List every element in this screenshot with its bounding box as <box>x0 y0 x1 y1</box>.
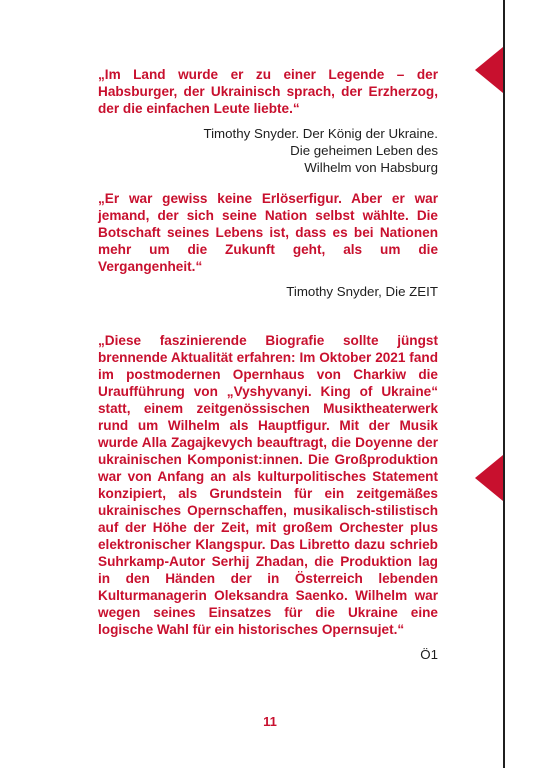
quote-block-1 <box>98 66 438 176</box>
quote-attribution: Ö1 <box>420 647 438 662</box>
quote-text: „Im Land wurde er zu einer Legende – der Habsburger, der Ukrainisch sprach, der Erzherzog, der die einfachen Leute liebte.“ <box>98 67 438 116</box>
quote-block-2 <box>98 190 438 300</box>
quote-text: „Diese faszinierende Biografie sollte jüngst brennende Aktualität erfahren: Im Oktober 2021 fand im postmodernen Opernhaus von Charkiw die Uraufführung von „Vyshyvanyi. King of Ukraine“ statt, einem zeitgenössischen Musiktheaterwerk rund um Wilhelm als Hauptfigur. Mit der Musik wurde Alla Zagajkevych beauftragt, die Doyenne der ukrainischen Komponist:innen. Die Großproduktion war von Anfang an als kulturpolitisches Statement konzipiert, als Grundstein für ein zeitgemäßes ukrainisches Opernschaffen, musikalisch-stilistisch auf der Höhe der Zeit, mit großem Orchester plus elektronischer Klangspur. Das Libretto dazu schrieb Suhrkamp-Autor Serhij Zhadan, die Produktion lag in den Händen der in Österreich lebenden Kulturmanagerin Oleksandra Saenko. Wilhelm war wegen seines Einsatzes für die Ukraine eine logische Wahl für ein historisches Opernsujet.“ <box>98 333 438 637</box>
quotes-column <box>98 66 438 663</box>
page-edge-line <box>503 0 505 768</box>
page-number: 11 <box>263 714 277 729</box>
quote-attribution: Timothy Snyder, Die ZEIT <box>286 284 438 299</box>
quote-block-3 <box>98 332 438 663</box>
red-triangle-marker-top <box>475 47 503 93</box>
quote-attribution: Timothy Snyder. Der König der Ukraine. Die geheimen Leben des Wilhelm von Habsburg <box>203 126 438 175</box>
red-triangle-marker-bottom <box>475 455 503 501</box>
quote-text: „Er war gewiss keine Erlöserfigur. Aber er war jemand, der sich seine Nation selbst wählte. Die Botschaft seines Lebens ist, dass es bei Nationen mehr um die Zukunft geht, als um die Vergangenheit.“ <box>98 191 438 274</box>
